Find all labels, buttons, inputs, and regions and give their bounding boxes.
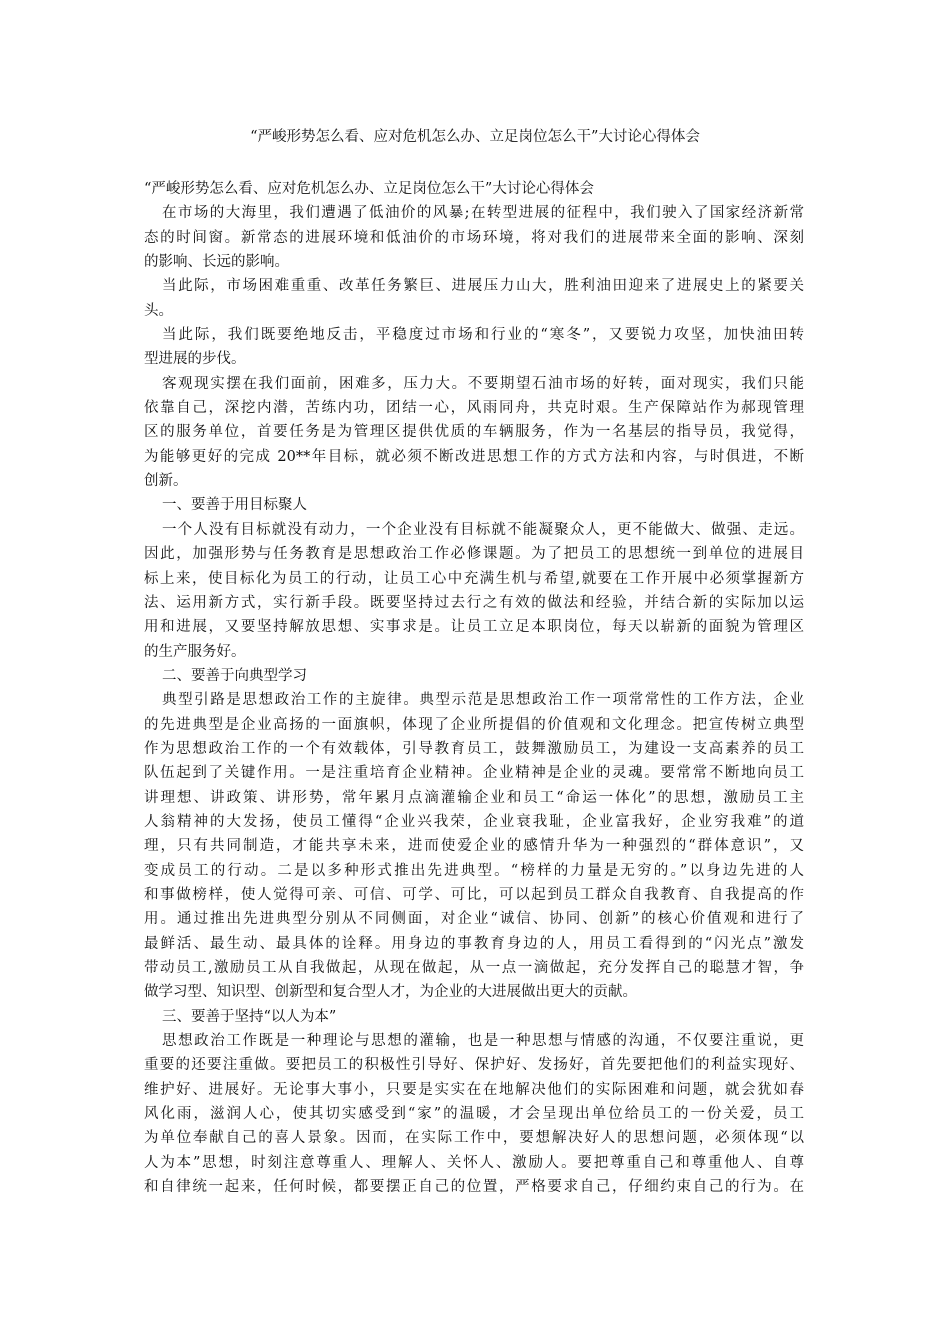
text-line: “严峻形势怎么看、应对危机怎么办、立足岗位怎么干”大讨论心得体会: [144, 181, 594, 197]
text-line: 标上来，使目标化为员工的行动，让员工心中充满生机与希望,就要在工作开展中必须掌握新方: [144, 570, 804, 587]
document-title: “严峻形势怎么看、应对危机怎么办、立足岗位怎么干”大讨论心得体会: [250, 129, 700, 145]
text-line: 的先进典型是企业高扬的一面旗帜，体现了企业所提倡的价值观和文化理念。把宣传树立典型: [144, 716, 804, 733]
text-line: 三、要善于坚持“以人为本”: [162, 1008, 337, 1025]
text-line: 用。通过推出先进典型分别从不同侧面，对企业“诚信、协同、创新”的核心价值观和进行了: [144, 911, 804, 928]
text-line: 的影响、长远的影响。: [144, 254, 289, 271]
text-line: 一、要善于用目标聚人: [162, 497, 307, 514]
text-line: 态的时间窗。新常态的进展环境和低油价的市场环境，将对我们的进展带来全面的影响、深刻: [144, 229, 804, 246]
text-line: 和事做榜样，使人觉得可亲、可信、可学、可比，可以起到员工群众自我教育、自我提高的作: [144, 886, 804, 903]
text-line: 思想政治工作既是一种理论与思想的灌输，也是一种思想与情感的沟通，不仅要注重说，更: [162, 1033, 804, 1050]
text-line: 为能够更好的完成 20**年目标，就必须不断改进思想工作的方式方法和内容，与时俱进，不断: [144, 448, 804, 465]
text-line: 创新。: [144, 473, 188, 490]
text-line: 当此际，市场困难重重、改革任务繁巨、进展压力山大，胜利油田迎来了进展史上的紧要关: [162, 278, 804, 295]
text-line: 队伍起到了关键作用。一是注重培育企业精神。企业精神是企业的灵魂。要常常不断地向员工: [144, 765, 804, 782]
text-line: 用和进展，又要坚持解放思想、实事求是。让员工立足本职岗位，每天以崭新的面貌为管理区: [144, 619, 804, 636]
text-line: 头。: [144, 302, 173, 319]
text-line: 风化雨，滋润人心，使其切实感受到“家”的温暖，才会呈现出单位给员工的一份关爱，员工: [144, 1106, 804, 1123]
text-line: 客观现实摆在我们面前，困难多，压力大。不要期望石油市场的好转，面对现实，我们只能: [162, 375, 804, 392]
text-line: 为单位奉献自己的喜人景象。因而，在实际工作中，要想解决好人的思想问题，必须体现“以: [144, 1130, 804, 1147]
text-line: 讲理想、讲政策、讲形势，常年累月点滴灌输企业和员工“命运一体化”的思想，激励员工主: [144, 789, 804, 806]
text-line: 法、运用新方式，实行新手段。既要坚持过去行之有效的做法和经验，并结合新的实际加以运: [144, 594, 804, 611]
text-line: 理，只有共同制造，才能共享未来，进而使爱企业的感情升华为一种强烈的“群体意识”，又: [144, 838, 804, 855]
text-line: 和自律统一起来，任何时候，都要摆正自己的位置，严格要求自己，仔细约束自己的行为。在: [144, 1179, 804, 1196]
text-line: 变成员工的行动。二是以多种形式推出先进典型。“榜样的力量是无穷的。”以身边先进的人: [144, 862, 804, 879]
text-line: 当此际，我们既要绝地反击，平稳度过市场和行业的“寒冬”，又要锐力攻坚，加快油田转: [162, 327, 804, 344]
text-line: 作为思想政治工作的一个有效载体，引导教育员工，鼓舞激励员工，为建设一支高素养的员工: [144, 740, 804, 757]
text-line: 带动员工,激励员工从自我做起，从现在做起，从一点一滴做起，充分发挥自己的聪慧才智，争: [144, 960, 804, 976]
text-line: 人为本”思想，时刻注意尊重人、理解人、关怀人、激励人。要把尊重自己和尊重他人、自尊: [144, 1154, 804, 1171]
text-line: 依靠自己，深挖内潜，苦练内功，团结一心，风雨同舟，共克时艰。生产保障站作为郝现管理: [144, 400, 804, 417]
text-line: 二、要善于向典型学习: [162, 667, 307, 684]
text-line: 区的服务单位，首要任务是为管理区提供优质的车辆服务，作为一名基层的指导员，我觉得，: [144, 424, 804, 441]
text-line: 在市场的大海里，我们遭遇了低油价的风暴;在转型进展的征程中，我们驶入了国家经济新常: [162, 205, 804, 222]
text-line: 型进展的步伐。: [144, 351, 246, 368]
text-line: 因此，加强形势与任务教育是思想政治工作必修课题。为了把员工的思想统一到单位的进展目: [144, 546, 804, 563]
text-line: 最鲜活、最生动、最具体的诠释。用身边的事教育身边的人，用员工看得到的“闪光点”激发: [144, 935, 804, 952]
text-line: 一个人没有目标就没有动力，一个企业没有目标就不能凝聚众人，更不能做大、做强、走远。: [162, 521, 804, 538]
text-line: 做学习型、知识型、创新型和复合型人才，为企业的大进展做出更大的贡献。: [144, 984, 637, 1001]
text-line: 典型引路是思想政治工作的主旋律。典型示范是思想政治工作一项常常性的工作方法，企业: [162, 692, 804, 709]
document-body: [144, 177, 804, 1199]
text-line: 维护好、进展好。无论事大事小，只要是实实在在地解决他们的实际困难和问题，就会犹如春: [144, 1081, 804, 1098]
text-line: 的生产服务好。: [144, 643, 246, 660]
text-line: 人翁精神的大发扬，使员工懂得“企业兴我荣，企业衰我耻，企业富我好，企业穷我难”的道: [144, 813, 804, 830]
text-line: 重要的还要注重做。要把员工的积极性引导好、保护好、发扬好，首先要把他们的利益实现好、: [144, 1057, 804, 1074]
